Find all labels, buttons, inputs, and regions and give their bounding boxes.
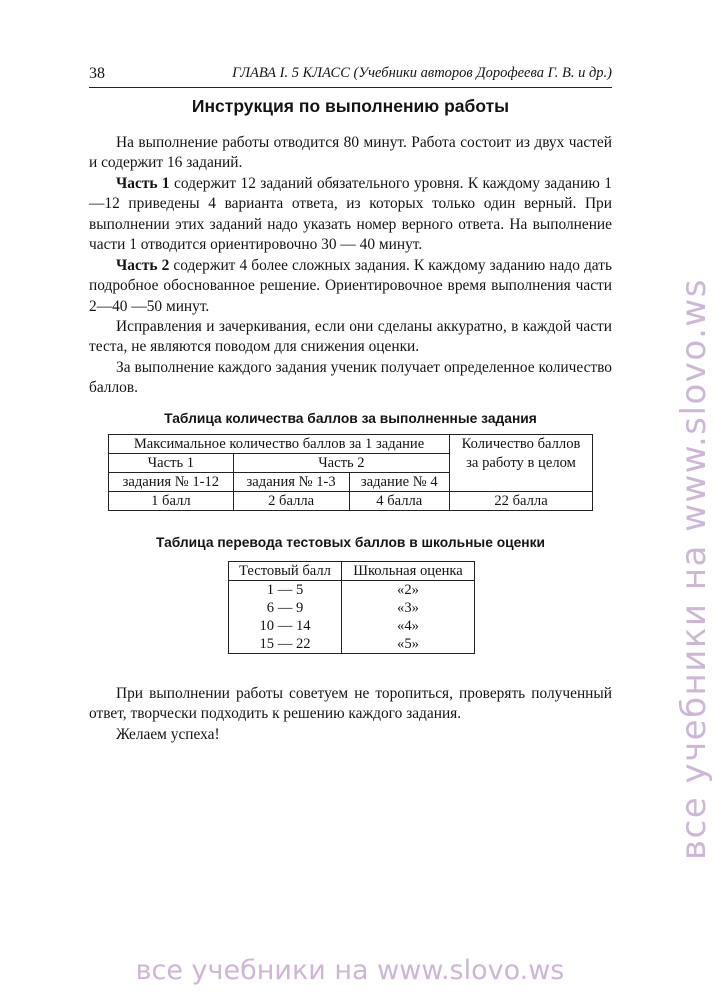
part1-paragraph [89,174,612,256]
wish-paragraph: Желаем успеха! [116,726,220,743]
page-header [89,63,612,88]
points-part2-header: Часть 2 [233,454,449,473]
grades-grade-cell: «3» [342,599,475,617]
grades-table [228,561,475,654]
table-row [229,581,475,600]
running-head: ГЛАВА I. 5 КЛАСС (Учебники авторов Дорофеева Г. В. и др.) [232,65,612,81]
table-row [229,635,475,654]
points-tasks-p2a: задания № 1-3 [233,473,349,492]
table-row [229,599,475,617]
grades-grade-cell: «2» [342,581,475,600]
grades-score-cell: 15 — 22 [229,635,342,654]
points-value-p2b: 4 балла [349,492,450,511]
page-title: Инструкция по выполнению работы [191,96,510,116]
grades-table-caption: Таблица перевода тестовых баллов в школьные оценки [155,535,546,550]
part2-paragraph [89,256,612,317]
vertical-watermark: все учебники на www.slovo.ws [674,278,714,860]
grades-grade-cell: «5» [342,635,475,654]
points-header-total-line1: Количество баллов [450,435,593,454]
part2-label: Часть 2 [116,257,170,274]
grades-score-cell: 6 — 9 [229,599,342,617]
part1-text: содержит 12 заданий обязательного уровня. К каждому заданию 1—12 приведены 4 варианта ответа, из которых только один верный. При выполнении этих заданий надо указать номер верного ответа. На выполнение части 1 отводится ориентировочно 30 — 40 минут. [89,175,612,254]
grades-score-cell: 1 — 5 [229,581,342,600]
grades-grade-cell: «4» [342,617,475,635]
points-value-total: 22 балла [450,492,593,511]
corrections-paragraph: Исправления и зачеркивания, если они сделаны аккуратно, в каждой части теста, не являются поводом для снижения оценки. [89,318,612,356]
grades-score-cell: 10 — 14 [229,617,342,635]
part2-text: содержит 4 более сложных задания. К каждому заданию надо дать подробное обоснованное решение. Ориентировочное время выполнения части 2—40 —50 минут. [89,257,612,315]
grades-col-grade: Школьная оценка [342,562,475,581]
points-value-p2a: 2 балла [233,492,349,511]
advice-paragraph: При выполнении работы советуем не торопиться, проверять полученный ответ, творчески подходить к решению каждого задания. [89,685,612,723]
points-header-total-line2: за работу в целом [450,454,593,492]
intro-paragraph: На выполнение работы отводится 80 минут. Работа состоит из двух частей и содержит 16 заданий. [89,134,612,172]
points-header-max: Максимальное количество баллов за 1 задание [109,435,450,454]
points-part1-header: Часть 1 [109,454,234,473]
part1-label: Часть 1 [116,175,170,192]
table-row [229,617,475,635]
points-tasks-p1: задания № 1-12 [109,473,234,492]
points-table [108,434,593,511]
points-table-caption: Таблица количества баллов за выполненные задания [164,411,537,426]
points-tasks-p2b: задание № 4 [349,473,450,492]
page-number: 38 [89,65,105,82]
points-note-paragraph: За выполнение каждого задания ученик получает определенное количество баллов. [89,359,612,397]
bottom-watermark: все учебники на www.slovo.ws [135,955,565,986]
points-value-p1: 1 балл [109,492,234,511]
grades-col-score: Тестовый балл [229,562,342,581]
